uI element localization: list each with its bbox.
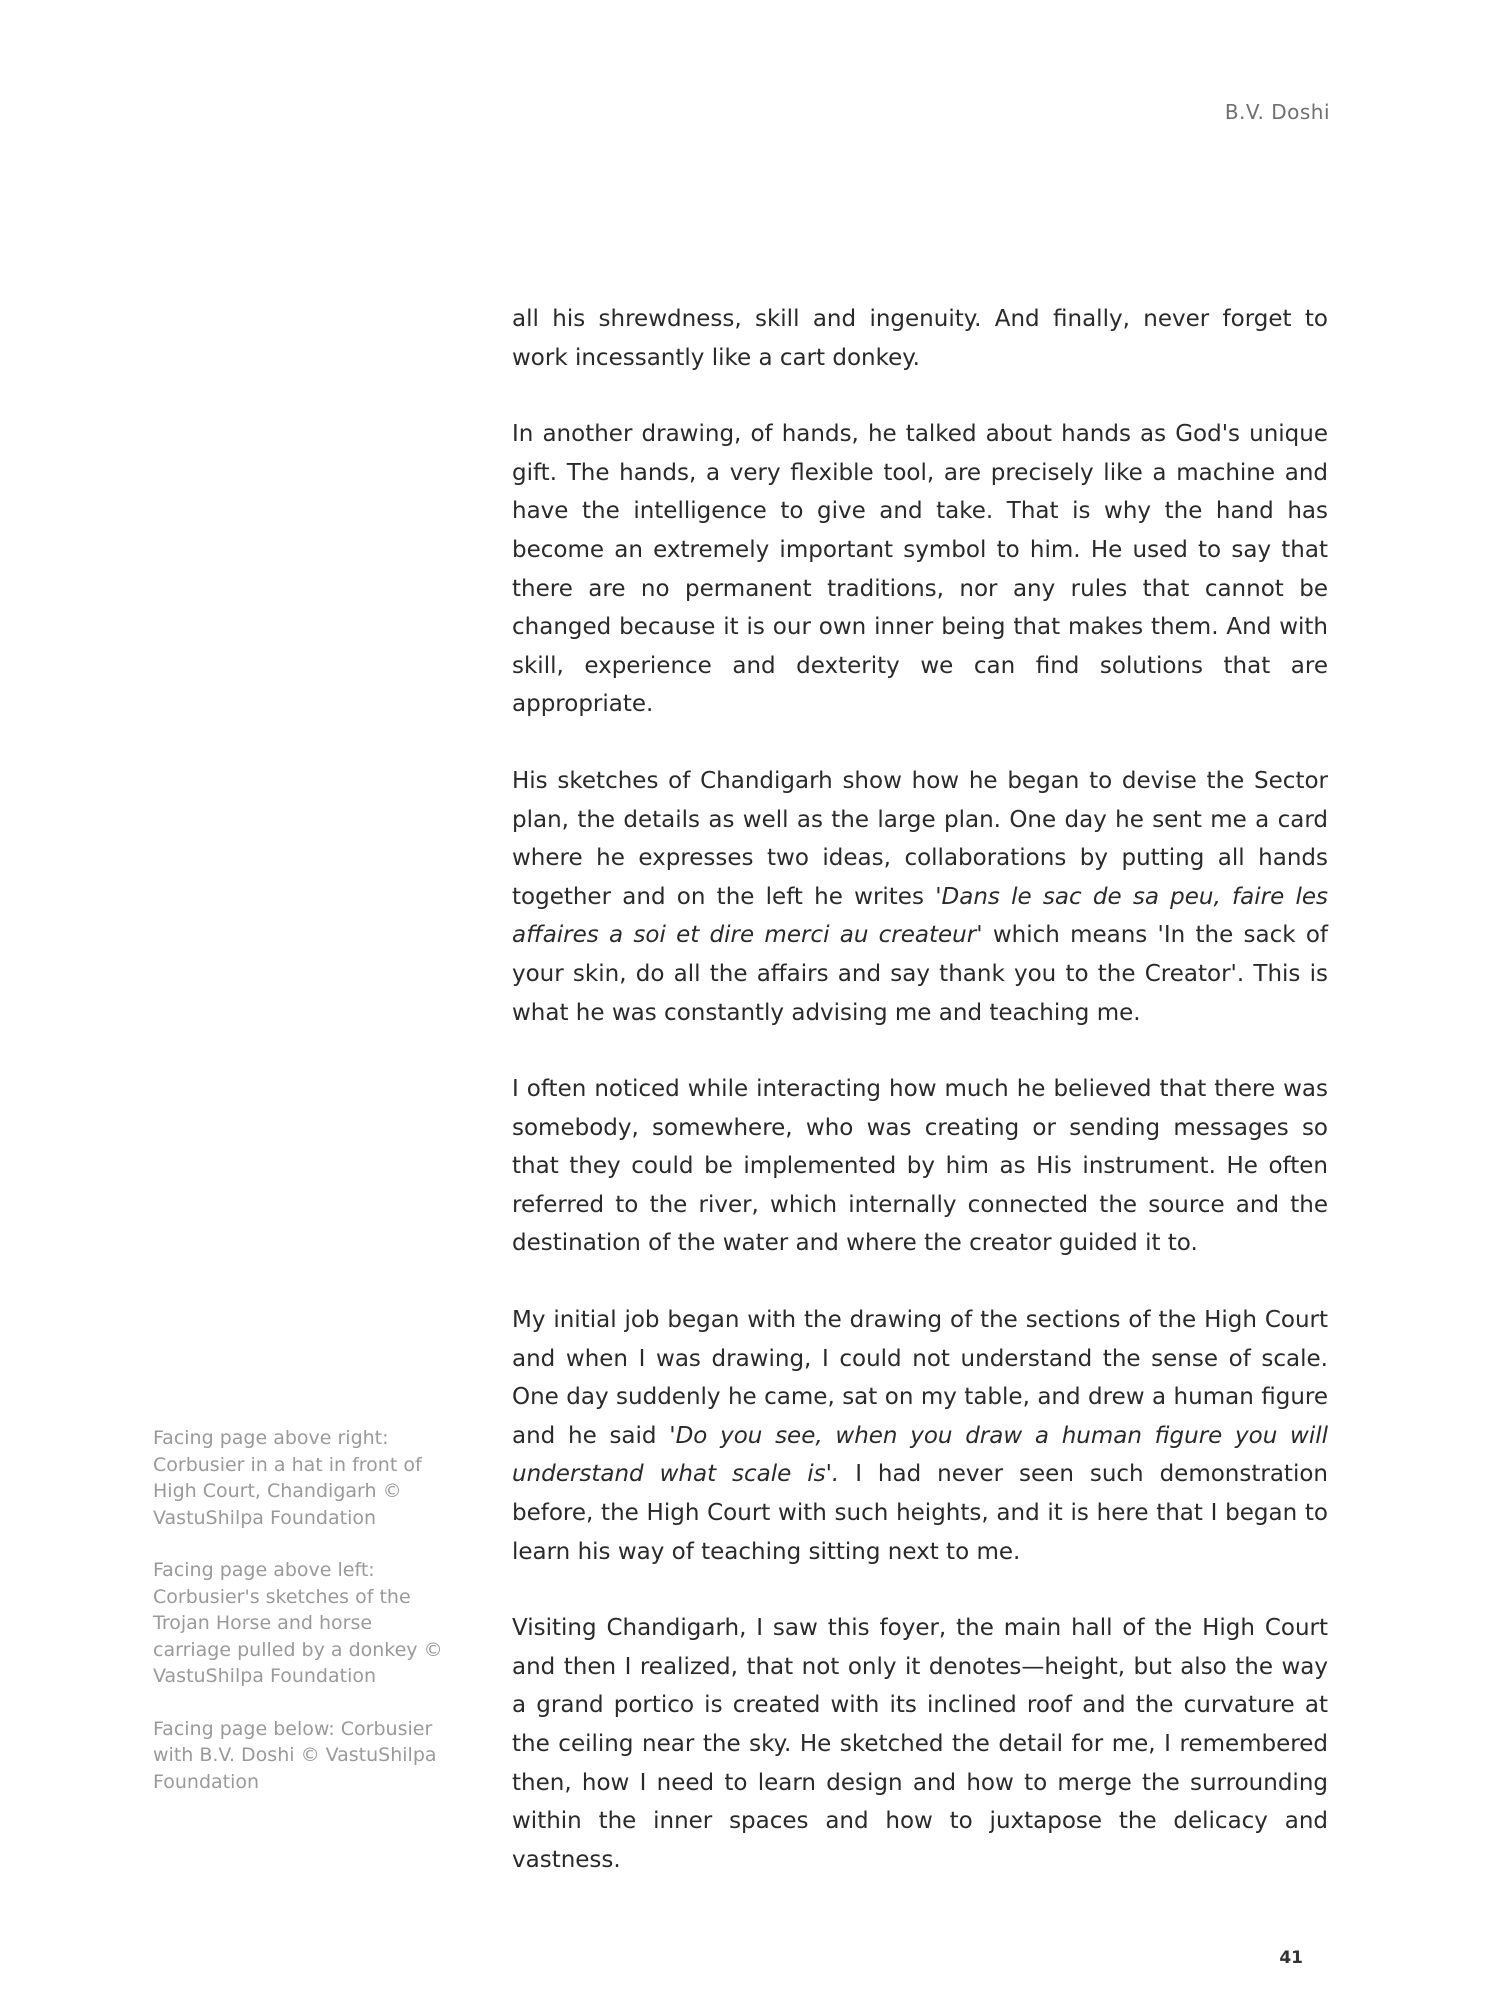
paragraph — [512, 762, 1328, 1032]
paragraph-text: which means 'In the sack of your skin, do all the affairs and say thank you to the Creator'. This is what he was constantly advising me and teaching me. — [512, 922, 1329, 1026]
body-text — [512, 300, 1328, 1917]
caption: Facing page above right: Corbusier in a hat in front of High Court, Chandigarh © VastuShilpa Foundation — [153, 1427, 422, 1529]
paragraph-text: In another drawing, of hands, he talked about hands as God's unique gift. The hands, a very flexible tool, are precisely like a machine and have the intelligence to give and take. That is why the hand has become an extremely important symbol to him. He used to say that there are no permanent traditions, nor any rules that cannot be changed because it is our own inner being that makes them. And with skill, experience and dexterity we can find solutions that are appropriate. — [512, 421, 1328, 718]
photo-captions — [153, 1425, 453, 1821]
paragraph-text: His sketches of Chandigarh show how he began to devise the Sector plan, the details as well as the large plan. One day he sent me a card where he expresses two ideas, collaborations by putting all hands together and on the left he writes — [512, 767, 1328, 910]
paragraph — [512, 1301, 1328, 1571]
paragraph-text: My initial job began with the drawing of the sections of the High Court and when I was drawing, I could not understand the sense of scale. One day suddenly he came, sat on my table, and drew a human figure and he said — [512, 1307, 1328, 1449]
paragraph-text: I had never seen such demonstration before, the High Court with such heights, and it is here that I began to learn his way of teaching sitting next to me. — [512, 1461, 1328, 1565]
paragraph-text: all his shrewdness, skill and ingenuity. And finally, never forget to work incessantly like a cart donkey. — [512, 306, 1328, 371]
page-number: 41 — [1279, 1948, 1303, 1968]
paragraph-text: Visiting Chandigarh, I saw this foyer, the main hall of the High Court and then I realized, that not only it denotes—height, but also the way a grand portico is created with its inclined roof and the curvature at the ceiling near the sky. He sketched the detail for me, I remembered then, how I need to learn design and how to merge the surrounding within the inner spaces and how to juxtapose the delicacy and vastness. — [512, 1615, 1328, 1873]
paragraph — [512, 1609, 1328, 1879]
paragraph — [512, 300, 1328, 377]
running-head: B.V. Doshi — [1224, 100, 1330, 124]
caption: Facing page above left: Corbusier's sketches of the Trojan Horse and horse carriage pulled by a donkey © VastuShilpa Foundation — [153, 1559, 443, 1687]
paragraph-text: I often noticed while interacting how much he believed that there was somebody, somewhere, who was creating or sending messages so that they could be implemented by him as His instrument. He often referred to the river, which internally connected the source and the destination of the water and where the creator guided it to. — [512, 1076, 1328, 1257]
caption: Facing page below: Corbusier with B.V. Doshi © VastuShilpa Foundation — [153, 1717, 437, 1793]
paragraph — [512, 1070, 1328, 1263]
human-figure-quote: 'Do you see, when you draw a human figure you will understand what scale is'. — [512, 1422, 1328, 1488]
french-quote: 'Dans le sac de sa peu, faire les affaires a soi et dire merci au createur' — [512, 883, 1328, 949]
paragraph — [512, 415, 1328, 724]
